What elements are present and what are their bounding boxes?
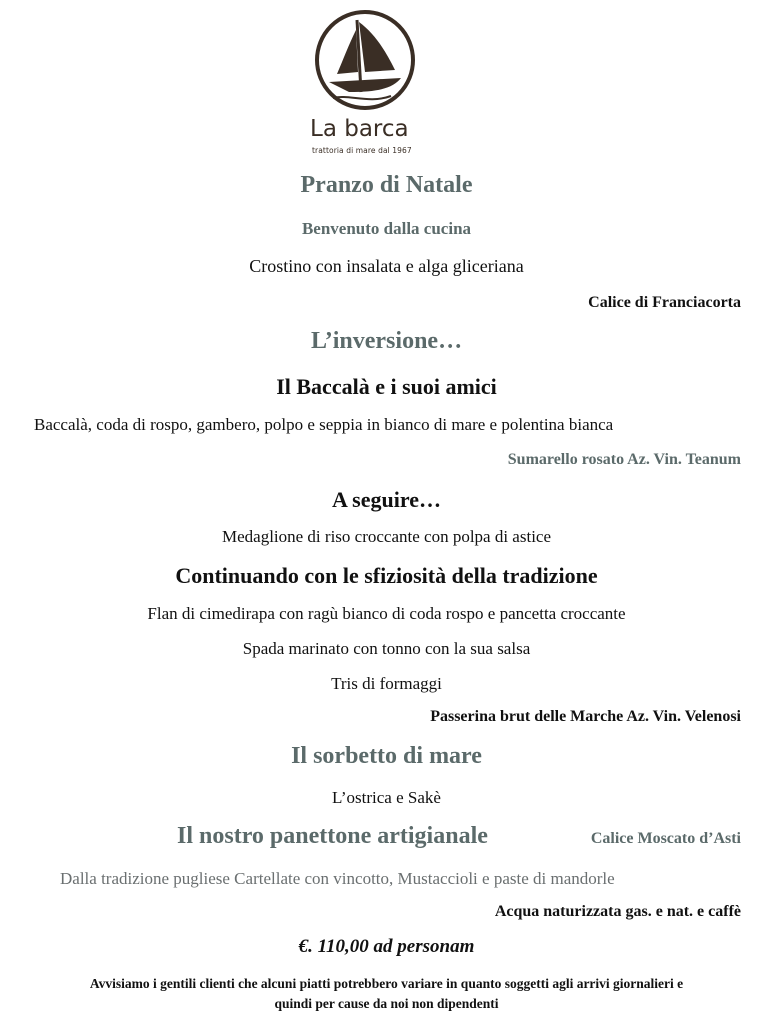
dessert-dish: Dalla tradizione pugliese Cartellate con vincotto, Mustaccioli e paste di mandorle	[60, 869, 615, 888]
sorbet-title: Il sorbetto di mare	[291, 743, 482, 769]
section3-dish3: Tris di formaggi	[331, 674, 442, 693]
section1-wine: Sumarello rosato Az. Vin. Teanum	[507, 451, 741, 468]
section2-dish: Medaglione di riso croccante con polpa di astice	[221, 527, 552, 546]
dessert-title: Il nostro panettone artigianale	[177, 823, 488, 849]
dessert-wine: Calice Moscato d’Asti	[590, 830, 741, 847]
section3-wine: Passerina brut delle Marche Az. Vin. Velenosi	[430, 708, 741, 725]
sailboat-logo-icon	[309, 8, 421, 114]
section3-heading: Continuando con le sfiziosità della tradizione	[175, 563, 598, 588]
notice-line1: Avvisiamo i gentili clienti che alcuni piatti potrebbero variare in quanto soggetti agli arrivi giornalieri e	[89, 976, 684, 991]
section3-dish2: Spada marinato con tonno con la sua salsa	[242, 639, 531, 658]
drinks-line: Acqua naturizzata gas. e nat. e caffè	[494, 903, 741, 920]
sorbet-dish: L’ostrica e Sakè	[332, 788, 441, 807]
welcome-wine: Calice di Franciacorta	[588, 294, 741, 311]
price: €. 110,00 ad personam	[298, 936, 475, 957]
menu-title: Pranzo di Natale	[300, 172, 473, 198]
section1-title: L’inversione…	[310, 328, 463, 354]
section3-dish1: Flan di cimedirapa con ragù bianco di coda rospo e pancetta croccante	[147, 604, 626, 623]
welcome-heading: Benvenuto dalla cucina	[301, 219, 472, 238]
notice-line2: quindi per cause da noi non dipendenti	[274, 996, 499, 1011]
welcome-dish: Crostino con insalata e alga gliceriana	[249, 256, 524, 276]
brand-name: La barca	[310, 116, 409, 142]
section1-heading: Il Baccalà e i suoi amici	[276, 374, 497, 399]
section1-dish: Baccalà, coda di rospo, gambero, polpo e seppia in bianco di mare e polentina bianca	[34, 415, 614, 434]
section2-heading: A seguire…	[332, 487, 441, 512]
brand-tagline: trattoria di mare dal 1967	[312, 146, 412, 155]
